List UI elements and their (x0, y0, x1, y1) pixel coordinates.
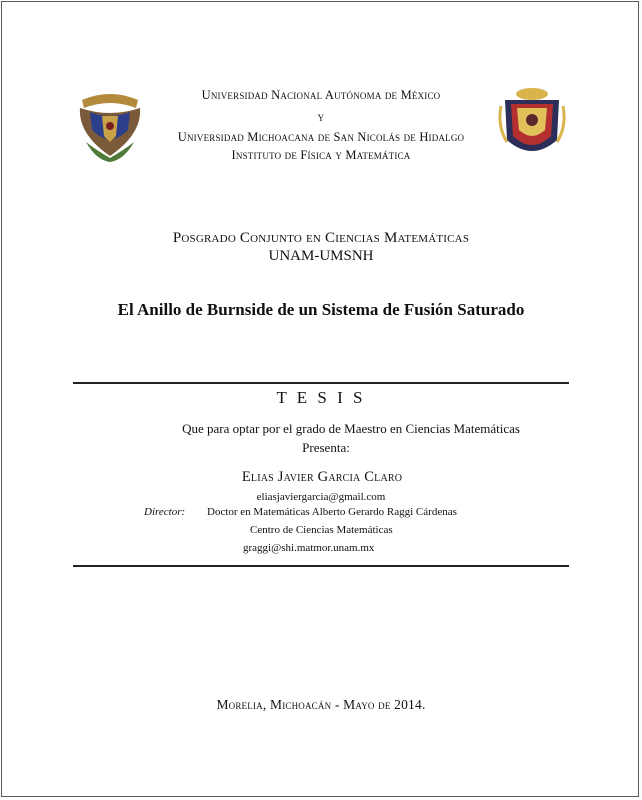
author-name: Elias Javier Garcia Claro (241, 469, 403, 485)
institute-name: Instituto de Física y Matemática (231, 148, 411, 162)
thesis-title: El Anillo de Burnside de un Sistema de Fusión Saturado (117, 300, 525, 319)
thesis-label: T E S I S (276, 388, 366, 407)
author-email: eliasjaviergarcia@gmail.com (256, 491, 386, 503)
presents-label: Presenta: (302, 440, 350, 455)
director-affiliation: Centro de Ciencias Matemáticas (250, 524, 393, 536)
bottom-rule (73, 565, 569, 567)
degree-purpose: Que para optar por el grado de Maestro en Ciencias Matemáticas (182, 421, 520, 436)
program-abbreviation: UNAM-UMSNH (268, 248, 374, 264)
top-rule (73, 382, 569, 384)
director-label: Director: (144, 506, 186, 518)
director-name: Doctor en Matemáticas Alberto Gerardo Raggi Cárdenas (207, 506, 457, 518)
director-email: graggi@shi.matmor.unam.mx (243, 542, 375, 554)
university-unam: Universidad Nacional Autónoma de México (201, 88, 441, 102)
place-and-date: Morelia, Michoacán - Mayo de 2014. (216, 697, 426, 712)
conjunction-y: y (317, 110, 325, 124)
university-umsnh: Universidad Michoacana de San Nicolás de Hidalgo (177, 130, 465, 144)
program-name: Posgrado Conjunto en Ciencias Matemáticas (172, 230, 470, 246)
